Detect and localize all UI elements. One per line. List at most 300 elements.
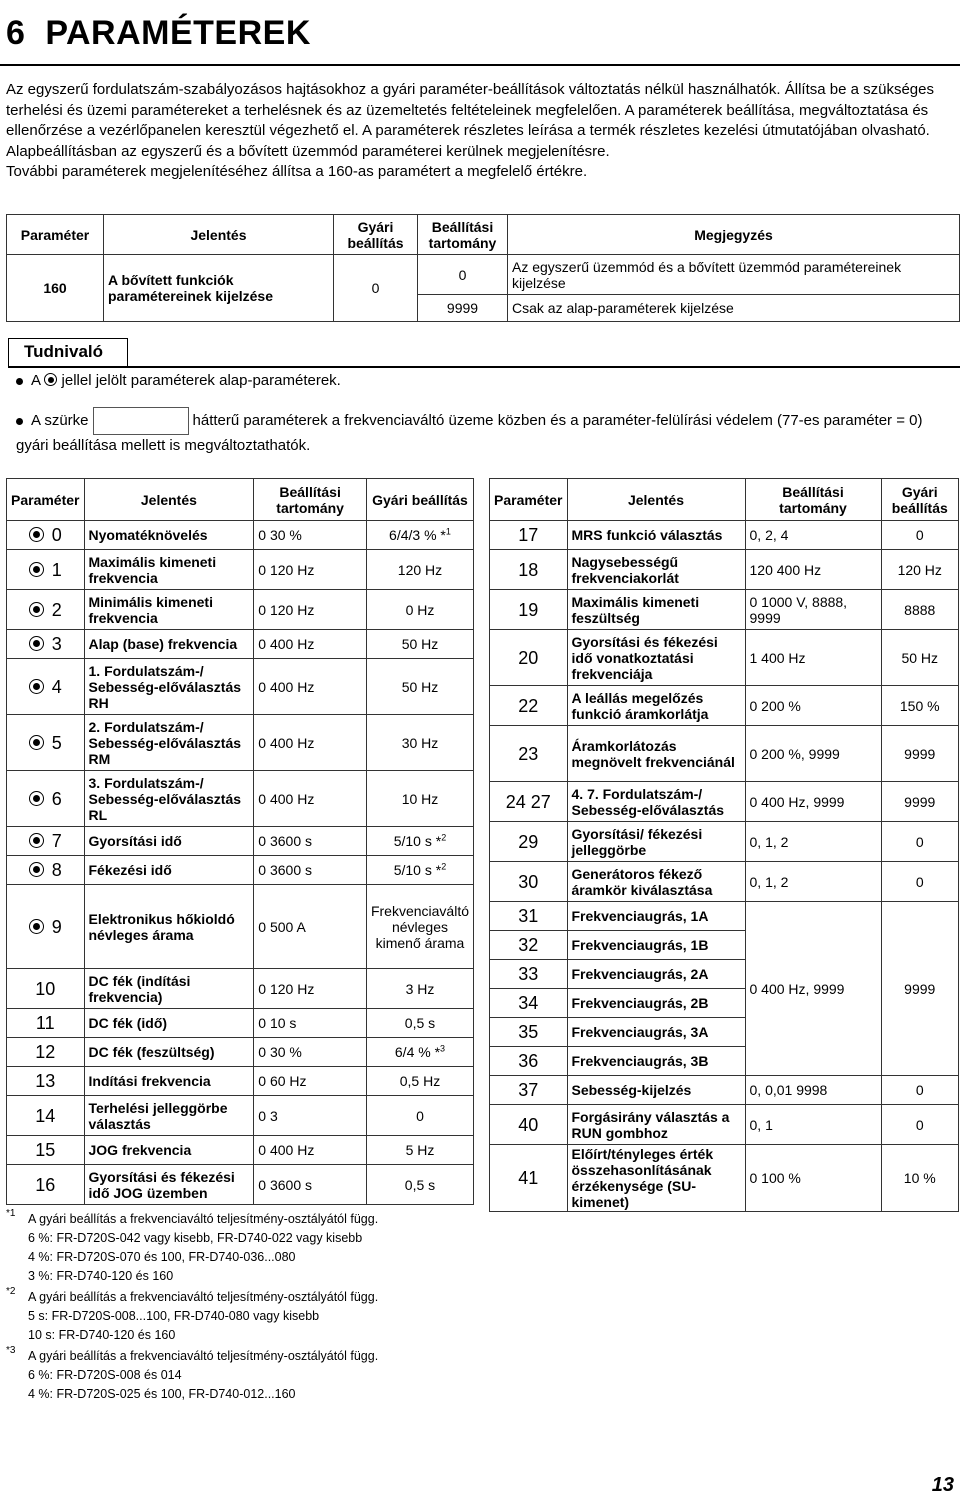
param-meaning: DC fék (indítási frekvencia) (84, 969, 254, 1009)
left-row (7, 630, 474, 659)
param-number (7, 1165, 85, 1205)
param-meaning: Frekvenciaugrás, 1A (567, 902, 745, 931)
param-factory (366, 1038, 473, 1067)
param-number-text: 1 (51, 559, 62, 580)
footnote-line: 6 %: FR-D720S-042 vagy kisebb, FR-D740-022 vagy kisebb (28, 1231, 363, 1245)
param-factory-text: 0,5 s (404, 1176, 436, 1193)
left-row (7, 856, 474, 885)
right-row (490, 686, 959, 726)
param-factory (881, 521, 959, 550)
param-factory-text: 0,5 s (404, 1015, 436, 1031)
parameter-table-right (489, 478, 959, 1212)
param-range: 0 400 Hz, 9999 (745, 782, 881, 822)
right-row (490, 902, 959, 931)
param-factory-text: 5/10 s * (393, 862, 442, 878)
param-meaning: Gyorsítási és fékezési idő JOG üzemben (84, 1165, 254, 1205)
param-range: 0 120 Hz (254, 550, 367, 590)
param-meaning: 2. Fordulatszám-/ Sebesség-előválasztás RM (84, 715, 254, 771)
param-meaning: Nyomatéknövelés (84, 521, 254, 550)
param-meaning: MRS funkció választás (567, 521, 745, 550)
chapter-title: PARAMÉTEREK (45, 14, 311, 52)
header-param: Paraméter (7, 215, 104, 255)
left-row (7, 1009, 474, 1038)
param-factory-text: 6/4/3 % * (389, 527, 446, 543)
param-meaning: Alap (base) frekvencia (84, 630, 254, 659)
footnote-line: 3 %: FR-D740-120 és 160 (28, 1269, 174, 1283)
title-rule (0, 64, 960, 66)
left-row (7, 771, 474, 827)
left-row (7, 521, 474, 550)
footnote (6, 1210, 476, 1286)
param-number (7, 1038, 85, 1067)
basic-parameter-icon (29, 562, 44, 577)
param-factory (881, 590, 959, 630)
param-number-text: 35 (518, 1022, 539, 1042)
param-factory-text: 50 Hz (401, 678, 439, 695)
footnote-ref: 2 (441, 832, 447, 843)
right-row (490, 782, 959, 822)
param-number-text: 0 (51, 525, 62, 545)
param-number (7, 856, 85, 885)
notice-bullet-2 (16, 407, 944, 457)
param-number-text: 16 (35, 1174, 56, 1195)
param-number-text: 10 (35, 978, 56, 999)
param-number-text: 15 (35, 1140, 56, 1160)
param-range: 120 400 Hz (745, 550, 881, 590)
param-factory (881, 822, 959, 862)
param-range: 0 3 (254, 1096, 367, 1136)
left-header-factory: Gyári beállítás (366, 479, 473, 521)
param-number-text: 29 (518, 831, 539, 852)
param-number (7, 1136, 85, 1165)
param-number (7, 590, 85, 630)
right-row (490, 630, 959, 686)
footnote (6, 1288, 476, 1345)
footnote-detail (6, 1326, 476, 1345)
param-number (490, 1076, 568, 1105)
param-factory (881, 630, 959, 686)
left-row (7, 1096, 474, 1136)
footnote-detail (6, 1248, 476, 1267)
param-number-text: 22 (518, 695, 539, 716)
footnote-detail (6, 1366, 476, 1385)
param-meaning: Forgásirány választás a RUN gombhoz (567, 1105, 745, 1145)
param-range: 0 500 A (254, 885, 367, 969)
param-number (490, 960, 568, 989)
param-number-text: 20 (518, 647, 539, 668)
param-range: 0 400 Hz (254, 659, 367, 715)
chapter-number: 6 (6, 14, 26, 52)
param-range: 0 3600 s (254, 856, 367, 885)
param-factory (881, 782, 959, 822)
param-number (490, 1047, 568, 1076)
param-number-text: 30 (518, 871, 539, 892)
basic-parameter-icon (29, 791, 44, 806)
right-header-factory: Gyári beállítás (881, 479, 959, 521)
footnote-line: A gyári beállítás a frekvenciaváltó teljesítmény-osztályától függ. (28, 1349, 379, 1363)
param-number (7, 1096, 85, 1136)
footnote-mark: *3 (6, 1345, 16, 1356)
right-row (490, 590, 959, 630)
param-factory-text: 5 Hz (405, 1142, 435, 1158)
param-range: 0 60 Hz (254, 1067, 367, 1096)
footnote-text (6, 1288, 476, 1307)
param-factory-text: 120 Hz (897, 561, 942, 578)
param-number (7, 969, 85, 1009)
param-number (490, 630, 568, 686)
left-header-param: Paraméter (7, 479, 85, 521)
right-row (490, 1105, 959, 1145)
param-factory-text: 30 Hz (401, 734, 439, 751)
param-meaning: Gyorsítási/ fékezési jelleggörbe (567, 822, 745, 862)
left-row (7, 1067, 474, 1096)
left-row (7, 827, 474, 856)
right-row (490, 726, 959, 782)
param-meaning: Frekvenciaugrás, 1B (567, 931, 745, 960)
param-number-text: 3 (51, 634, 62, 654)
basic-parameter-icon (29, 919, 44, 934)
param-number-text: 36 (518, 1051, 539, 1071)
param-range: 0 400 Hz (254, 771, 367, 827)
param-meaning: DC fék (feszültség) (84, 1038, 254, 1067)
param-factory (881, 1076, 959, 1105)
notice-label: Tudnivaló (24, 342, 104, 361)
param-range: 0, 2, 4 (745, 521, 881, 550)
param-factory (366, 1067, 473, 1096)
left-header-meaning: Jelentés (84, 479, 254, 521)
param-factory-text: 0 (915, 1116, 924, 1133)
param-factory-text: 0,5 Hz (399, 1073, 441, 1089)
param-range: 0 200 % (745, 686, 881, 726)
param-160-factory: 0 (334, 255, 418, 322)
left-row (7, 969, 474, 1009)
param-meaning: Áramkorlátozás megnövelt frekvenciánál (567, 726, 745, 782)
param-factory (881, 726, 959, 782)
param-factory (366, 590, 473, 630)
param-number (490, 902, 568, 931)
param-factory (881, 862, 959, 902)
notice-bullet-1-text: jellel jelölt paraméterek alap-paraméterek. (61, 372, 341, 389)
param-number (7, 715, 85, 771)
right-row (490, 822, 959, 862)
param-number-text: 18 (518, 559, 539, 580)
param-factory-text: 9999 (904, 793, 936, 810)
basic-parameter-icon (29, 735, 44, 750)
param-factory-text: 10 % (903, 1170, 936, 1186)
footnote-ref: 2 (441, 861, 447, 872)
param-factory (366, 771, 473, 827)
param-factory-text: 0 (915, 527, 924, 543)
basic-parameter-icon (29, 833, 44, 848)
param-number-text: 23 (518, 743, 539, 764)
param-meaning: Gyorsítási idő (84, 827, 254, 856)
param-factory-text: 10 Hz (401, 790, 439, 807)
param-number-text: 37 (518, 1080, 539, 1100)
param-factory-text: 6/4 % * (394, 1044, 441, 1060)
param-meaning: Terhelési jelleggörbe választás (84, 1096, 254, 1136)
param-range: 0 120 Hz (254, 590, 367, 630)
footnote (6, 1347, 476, 1404)
param-factory-text: 50 Hz (901, 649, 939, 666)
param-160-range-0: 0 (418, 255, 508, 295)
param-factory (366, 630, 473, 659)
right-row (490, 550, 959, 590)
param-number (7, 521, 85, 550)
param-factory-text: 0 Hz (405, 601, 435, 618)
footnote-line: A gyári beállítás a frekvenciaváltó teljesítmény-osztályától függ. (28, 1212, 379, 1226)
page-number: 13 (931, 1474, 954, 1496)
param-factory (881, 550, 959, 590)
param-range: 0, 1, 2 (745, 862, 881, 902)
param-range: 0 1000 V, 8888, 9999 (745, 590, 881, 630)
param-range: 0 120 Hz (254, 969, 367, 1009)
param-factory-text: 0 (915, 1082, 924, 1098)
param-number (7, 659, 85, 715)
param-number-text: 32 (518, 935, 539, 955)
param-number-text: 33 (518, 964, 539, 984)
param-factory (366, 827, 473, 856)
param-factory (366, 856, 473, 885)
parameter-table-left (6, 478, 474, 1205)
param-factory-text: 0 (915, 873, 924, 890)
param-number (7, 771, 85, 827)
param-number-text: 24 27 (505, 791, 551, 812)
notice-bullet-2-text: hátterű paraméterek a frekvenciaváltó üzeme közben és a paraméter-felülírási védelem (77-es paraméter = 0) gyári beállítása mellett is megváltoztathatók. (16, 411, 923, 454)
param-range: 0 200 %, 9999 (745, 726, 881, 782)
footnote-mark: *2 (6, 1286, 16, 1297)
param-factory (366, 1009, 473, 1038)
footnote-line: 4 %: FR-D720S-070 és 100, FR-D740-036...080 (28, 1250, 296, 1264)
notice-bullet-2-pre: A szürke (31, 411, 89, 429)
left-row (7, 1136, 474, 1165)
basic-parameter-icon (29, 636, 44, 651)
param-factory (366, 715, 473, 771)
param-range: 0 3600 s (254, 827, 367, 856)
param-meaning: DC fék (idő) (84, 1009, 254, 1038)
intro-paragraph-3: További paraméterek megjelenítéséhez állítsa a 160-as paramétert a megfelelő értékre. (6, 163, 588, 180)
param-number-text: 17 (518, 525, 539, 545)
param-range: 0 400 Hz (254, 715, 367, 771)
param-meaning: Fékezési idő (84, 856, 254, 885)
param-number (490, 862, 568, 902)
intro-text (6, 80, 954, 183)
left-row (7, 715, 474, 771)
basic-parameter-icon (29, 679, 44, 694)
param-range: 0 400 Hz (254, 1136, 367, 1165)
intro-paragraph-1: Az egyszerű fordulatszám-szabályozásos hajtásokhoz a gyári paraméter-beállítások változtatás nélkül használhatók. Állítsa be a szükséges terhelési és üzemi paramétereket a terhelésnek és az üzemeltetés feltételeinek megfelelően. A paraméterek beállítása, megváltoztatása és ellenőrzése a vezérlőpanelen keresztül végezhető el. A paraméterek részletes leírása a termék részletes kezelési útmutatójában olvasható. (6, 81, 934, 139)
param-range: 0, 1 (745, 1105, 881, 1145)
param-meaning: Gyorsítási és fékezési idő vonatkoztatási frekvenciája (567, 630, 745, 686)
param-number-text: 31 (518, 906, 539, 926)
left-row (7, 590, 474, 630)
bullet-dot (16, 418, 23, 425)
header-note: Megjegyzés (508, 215, 960, 255)
param-range: 0, 0,01 9998 (745, 1076, 881, 1105)
param-number (490, 726, 568, 782)
footnote-mark: *1 (6, 1208, 16, 1219)
left-row (7, 1038, 474, 1067)
param-160-range-1: 9999 (418, 295, 508, 322)
param-range: 1 400 Hz (745, 630, 881, 686)
param-range: 0 3600 s (254, 1165, 367, 1205)
left-table-body (7, 521, 474, 1205)
page-title (6, 14, 311, 53)
param-factory-text: 8888 (904, 601, 936, 618)
param-range: 0 400 Hz (254, 630, 367, 659)
param-range: 0, 1, 2 (745, 822, 881, 862)
param-160: 160 (7, 255, 104, 322)
footnote-detail (6, 1307, 476, 1326)
footnote-line: 6 %: FR-D720S-008 és 014 (28, 1368, 182, 1382)
footnote-text (6, 1347, 476, 1366)
param-factory-text: 9999 (904, 745, 936, 762)
param-range: 0 10 s (254, 1009, 367, 1038)
param-number-text: 40 (518, 1114, 539, 1135)
param-factory (366, 885, 473, 969)
param-number-text: 34 (518, 993, 539, 1013)
notice-bullet-1 (16, 370, 341, 392)
footnote-ref: 3 (440, 1043, 446, 1054)
right-header-range: Beállítási tartomány (745, 479, 881, 521)
param-number (490, 931, 568, 960)
header-meaning: Jelentés (104, 215, 334, 255)
param-number (7, 885, 85, 969)
left-header-range: Beállítási tartomány (254, 479, 367, 521)
param-meaning: Frekvenciaugrás, 3B (567, 1047, 745, 1076)
footnote-line: 4 %: FR-D720S-025 és 100, FR-D740-012...160 (28, 1387, 296, 1401)
param-number (490, 782, 568, 822)
param-factory-text: 50 Hz (401, 636, 439, 652)
param-meaning: 1. Fordulatszám-/ Sebesség-előválasztás RH (84, 659, 254, 715)
param-160-table (6, 214, 960, 322)
param-meaning: Nagysebességű frekvenciakorlát (567, 550, 745, 590)
param-factory (366, 969, 473, 1009)
param-number (7, 1067, 85, 1096)
param-number-text: 4 (51, 676, 62, 697)
param-meaning: Előírt/tényleges érték összehasonlításának érzékenysége (SU-kimenet) (567, 1145, 745, 1212)
param-meaning: JOG frekvencia (84, 1136, 254, 1165)
param-number-text: 7 (51, 831, 62, 851)
param-meaning: Indítási frekvencia (84, 1067, 254, 1096)
left-row (7, 885, 474, 969)
param-range: 0 400 Hz, 9999 (745, 902, 881, 1076)
param-number-text: 2 (51, 599, 62, 620)
footnote-ref: 1 (445, 526, 451, 537)
param-number-text: 41 (518, 1168, 539, 1188)
right-row (490, 1145, 959, 1212)
param-factory-text: 9999 (904, 980, 936, 997)
param-number (490, 1018, 568, 1047)
param-number (7, 630, 85, 659)
param-number-text: 19 (518, 599, 539, 620)
param-number-text: 11 (35, 1013, 55, 1033)
param-meaning: Maximális kimeneti frekvencia (84, 550, 254, 590)
param-meaning: 4. 7. Fordulatszám-/ Sebesség-előválasztás (567, 782, 745, 822)
param-meaning: Frekvenciaugrás, 2A (567, 960, 745, 989)
param-factory (881, 1145, 959, 1212)
param-meaning: Generátoros fékező áramkör kiválasztása (567, 862, 745, 902)
param-number (490, 1145, 568, 1212)
left-row (7, 550, 474, 590)
basic-parameter-icon (44, 373, 57, 386)
param-factory (881, 1105, 959, 1145)
param-factory-text: 0 (915, 833, 924, 850)
param-number (490, 521, 568, 550)
param-meaning: A leállás megelőzés funkció áramkorlátja (567, 686, 745, 726)
footnote-detail (6, 1229, 476, 1248)
param-number-text: 12 (35, 1042, 56, 1062)
param-meaning: Minimális kimeneti frekvencia (84, 590, 254, 630)
bullet-dot (16, 378, 23, 385)
param-number (490, 989, 568, 1018)
param-factory (366, 550, 473, 590)
basic-parameter-icon (29, 862, 44, 877)
param-number (490, 1105, 568, 1145)
param-range: 0 100 % (745, 1145, 881, 1212)
right-header-meaning: Jelentés (567, 479, 745, 521)
basic-parameter-icon (29, 527, 44, 542)
param-number (7, 1009, 85, 1038)
param-meaning: Frekvenciaugrás, 2B (567, 989, 745, 1018)
param-meaning: Maximális kimeneti feszültség (567, 590, 745, 630)
right-row (490, 862, 959, 902)
param-factory (366, 1096, 473, 1136)
param-range: 0 30 % (254, 521, 367, 550)
footnote-line: 5 s: FR-D720S-008...100, FR-D740-080 vagy kisebb (28, 1309, 320, 1323)
param-number (7, 550, 85, 590)
param-factory (366, 1165, 473, 1205)
param-factory-text: 0 (416, 1107, 424, 1124)
notice-bullet-1-pre: A (31, 372, 41, 389)
param-factory (366, 659, 473, 715)
intro-paragraph-2: Alapbeállításban az egyszerű és a bővített üzemmód paraméterei kerülnek megjelenítésre. (6, 142, 610, 160)
param-160-note-1: Csak az alap-paraméterek kijelzése (508, 295, 960, 322)
footnotes (6, 1210, 476, 1406)
param-factory-text: 5/10 s * (393, 833, 442, 849)
param-factory (366, 521, 473, 550)
param-number-text: 9 (51, 916, 62, 937)
param-factory-text: 3 Hz (405, 980, 435, 997)
param-number (490, 550, 568, 590)
right-table-body (490, 521, 959, 1212)
param-number-text: 8 (51, 860, 62, 880)
param-meaning: Frekvenciaugrás, 3A (567, 1018, 745, 1047)
gray-background-swatch (93, 407, 189, 435)
param-160-meaning: A bővített funkciók paramétereinek kijelzése (104, 255, 334, 322)
param-160-note-0: Az egyszerű üzemmód és a bővített üzemmód paramétereinek kijelzése (508, 255, 960, 295)
param-number (490, 590, 568, 630)
header-range: Beállítási tartomány (418, 215, 508, 255)
param-number-text: 6 (51, 788, 62, 809)
param-number-text: 14 (35, 1105, 56, 1126)
left-row (7, 659, 474, 715)
param-factory (366, 1136, 473, 1165)
right-row (490, 521, 959, 550)
param-factory (881, 902, 959, 1076)
param-factory-text: 150 % (899, 697, 940, 714)
left-row (7, 1165, 474, 1205)
footnote-detail (6, 1385, 476, 1404)
param-number-text: 5 (51, 732, 62, 753)
param-factory (881, 686, 959, 726)
right-row (490, 1076, 959, 1105)
basic-parameter-icon (29, 602, 44, 617)
param-meaning: Sebesség-kijelzés (567, 1076, 745, 1105)
notice-rule (8, 366, 960, 368)
param-factory-text: 120 Hz (397, 561, 443, 578)
footnote-text (6, 1210, 476, 1229)
header-factory: Gyári beállítás (334, 215, 418, 255)
